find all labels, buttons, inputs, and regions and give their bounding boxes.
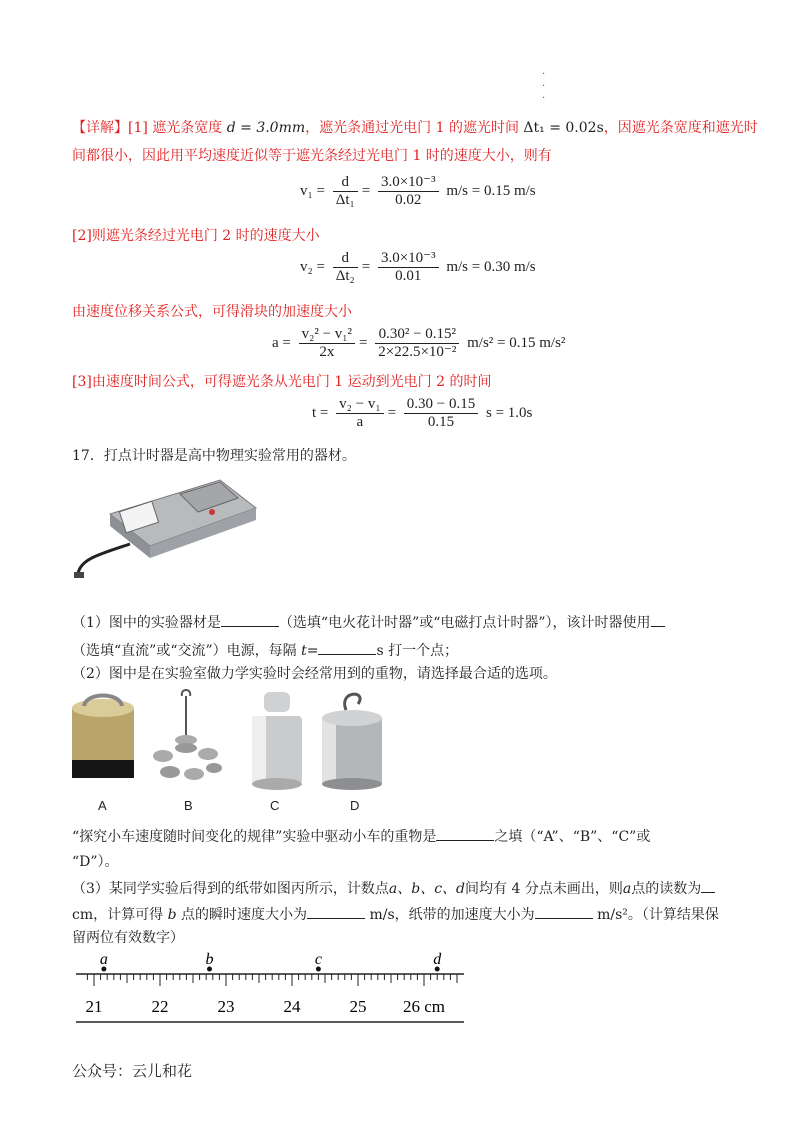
page-marks: . . . — [542, 66, 546, 101]
equation-t: t = $\frac{\text{v₂ − v₁}}{a}$ = $\frac{0.30 - 0.15}{0.15}$ s = 1.0s — [312, 396, 533, 430]
weight-label-a: A — [98, 798, 107, 813]
footer-text: 公众号：云儿和花 — [72, 1062, 193, 1080]
ruler-number: 25 — [349, 997, 367, 1016]
power-cord — [78, 544, 130, 574]
question-17-part-1-line-1: （1）图中的实验器材是 （选填“电火花计时器”或“电磁打点计时器”），该计时器使用 — [72, 612, 732, 633]
weight-b — [153, 690, 222, 780]
question-17-part-1-line-2: （选填“直流”或“交流”）电源，每隔 t= s 打一个点； — [72, 640, 732, 661]
question-17-title: 17．打点计时器是高中物理实验常用的器材。 — [72, 448, 356, 464]
weight-label-c: C — [270, 798, 280, 813]
equation-a: a = $\frac{\text{v₂² − v₁²}}{2x}$ = $\frac{\text{0.30² − 0.15²}}{\text{2×22.5×10⁻²}}$ m/s² = 0.15 m/s² — [272, 326, 566, 360]
ruler-number: 23 — [217, 997, 235, 1016]
weight-label-d: D — [350, 798, 360, 813]
count-point-label-b: b — [205, 951, 214, 968]
ruler-number: 22 — [151, 997, 169, 1016]
detail-line-2: 间都很小，因此用平均速度近似等于遮光条经过光电门 1 时的速度大小，则有 — [72, 148, 552, 164]
answer-blank-velocity[interactable] — [307, 904, 365, 919]
count-point-label-c: c — [314, 951, 322, 968]
plug — [74, 572, 84, 578]
detail-line-1: 【详解】[1] 遮光条宽度 d = 3.0mm，遮光条通过光电门 1 的遮光时间 Δt₁ = 0.02s，因遮光条宽度和遮光时 — [72, 120, 758, 136]
weight-c — [252, 692, 302, 790]
question-17-part-2-answer-line-2: “D”）。 — [72, 854, 119, 870]
answer-blank-acceleration[interactable] — [535, 904, 593, 919]
weight-a — [72, 696, 134, 779]
ruler-number: 21 — [85, 997, 103, 1016]
question-17-part-3-line-3: 留两位有效数字） — [72, 930, 184, 946]
ruler-number: 26 cm — [402, 997, 446, 1016]
tape-ruler-figure — [70, 948, 470, 1028]
equation-v2: v₂ = $\frac{d}{\text{Δt₂}}$ = $\frac{\text{3.0×10⁻³}}{0.01}$ m/s = 0.30 m/s — [300, 250, 536, 284]
answer-blank-weight[interactable] — [436, 826, 494, 841]
question-17-part-2: （2）图中是在实验室做力学实验时会经常用到的重物，请选择最合适的选项。 — [72, 666, 557, 682]
question-17-part-2-answer-line-1: “探究小车速度随时间变化的规律”实验中驱动小车的重物是 之填（“A”、“B”、“C”或 — [72, 826, 732, 847]
question-17-part-3-line-1: （3）某同学实验后得到的纸带如图丙所示，计数点a、b、c、d间均有 4 分点未画出，则a点的读数为 — [72, 878, 732, 899]
weights-image — [68, 688, 388, 796]
question-17-part-3-line-2: cm，计算可得 b 点的瞬时速度大小为 m/s，纸带的加速度大小为 m/s²。（计算结果保 — [72, 904, 732, 925]
answer-blank-device[interactable] — [221, 612, 279, 627]
count-point-label-a: a — [99, 951, 108, 968]
timer-device-image — [70, 474, 260, 584]
ruler-number: 24 — [283, 997, 301, 1016]
answer-blank-interval[interactable] — [318, 640, 376, 655]
equation-v1: v₁ = $\frac{d}{\text{Δt₁}}$ = $\frac{\text{3.0×10⁻³}}{0.02}$ m/s = 0.15 m/s — [300, 174, 536, 208]
weight-label-b: B — [184, 798, 193, 813]
answer-blank-reading[interactable] — [701, 878, 715, 893]
count-point-label-d: d — [433, 951, 442, 968]
detail-line-4: 由速度位移关系公式，可得滑块的加速度大小 — [72, 304, 352, 320]
indicator-light — [209, 509, 215, 515]
detail-line-3: [2]则遮光条经过光电门 2 时的速度大小 — [72, 228, 320, 244]
detail-line-5: [3]由速度时间公式，可得遮光条从光电门 1 运动到光电门 2 的时间 — [72, 374, 492, 390]
weight-d — [322, 694, 382, 790]
answer-blank-current[interactable] — [651, 612, 665, 627]
